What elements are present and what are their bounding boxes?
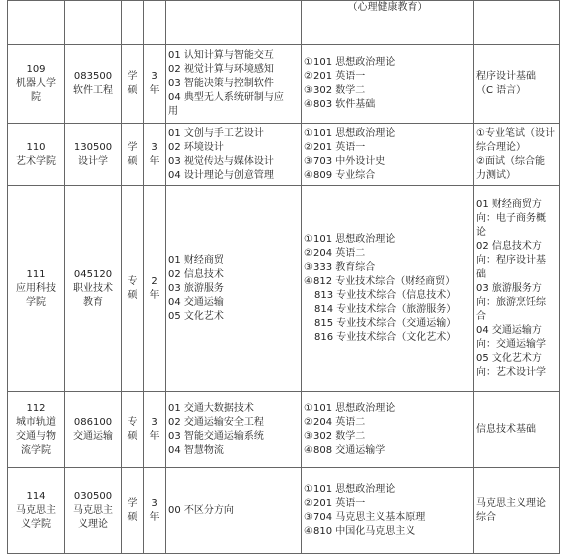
- cell-line: 软件工程: [73, 85, 113, 96]
- cell-line: ②204 英语二: [304, 416, 366, 428]
- cell-line: 3: [151, 416, 158, 428]
- cell-line: 职业技术: [73, 282, 113, 294]
- cell-line: 3: [151, 71, 158, 82]
- cell-line: 03 旅游服务: [168, 282, 224, 294]
- cell-line: 04 智慧物流: [168, 444, 224, 456]
- cell-line: ③703 中外设计史: [304, 155, 386, 167]
- cell-line: 马克思主义理论: [476, 497, 546, 509]
- cell-line: 114: [26, 490, 46, 502]
- major-code-cell: [65, 45, 122, 124]
- cell-line: 设计学: [78, 155, 108, 167]
- cell-line: 814 专业技术综合（旅游服务）: [314, 303, 457, 315]
- cell-line: 马克思主: [73, 504, 113, 516]
- college-cell: [8, 45, 65, 124]
- exam-subjects-cell: [302, 186, 474, 392]
- cell-line: 硕: [127, 155, 138, 167]
- cell-line: 机器人学: [16, 78, 56, 89]
- table-row: [8, 124, 560, 186]
- cell-line: 论: [476, 226, 486, 238]
- cell-line: 程序设计基础: [476, 71, 536, 82]
- cell-line: ④809 专业综合: [304, 169, 376, 181]
- degree-type-cell: [122, 45, 144, 124]
- study-years-cell: [144, 45, 166, 124]
- research-directions-cell: [166, 392, 302, 468]
- cell-line: ③333 教育综合: [304, 261, 376, 273]
- cell-line: 综合理论）: [476, 141, 526, 153]
- cell-line: 用: [168, 106, 178, 117]
- cell-line: 年: [149, 155, 160, 167]
- table-row: [8, 392, 560, 468]
- cell-line: ②201 英语一: [304, 71, 366, 82]
- exam-subjects-cell: [302, 45, 474, 124]
- cell-line: 年: [149, 289, 160, 301]
- cell-line: 01 财经商贸方: [476, 198, 542, 210]
- degree-type-cell: [122, 468, 144, 554]
- college-cell: [8, 186, 65, 392]
- degree-type-cell: [122, 186, 144, 392]
- cell-line: ④808 交通运输学: [304, 444, 386, 456]
- table-row: [8, 1, 560, 45]
- cell-line: 硕: [127, 85, 138, 96]
- cell-line: 045120: [73, 268, 113, 280]
- cell-line: ③302 数学二: [304, 430, 366, 442]
- cell-line: 02 环境设计: [168, 141, 224, 153]
- exam-subjects-cell: [302, 1, 474, 45]
- major-code-cell: [65, 124, 122, 186]
- college-cell: [8, 468, 65, 554]
- degree-type-cell: [122, 1, 144, 45]
- cell-line: 3: [151, 141, 158, 153]
- table-row: [8, 468, 560, 554]
- cell-line: （C 语言）: [476, 85, 527, 96]
- cell-line: 学: [127, 497, 138, 509]
- cell-line: 教育: [83, 296, 103, 308]
- research-directions-cell: [166, 468, 302, 554]
- cell-line: 110: [26, 141, 46, 153]
- cell-line: 086100: [73, 416, 113, 428]
- cell-line: 力测试）: [476, 169, 516, 181]
- study-years-cell: [144, 1, 166, 45]
- cell-line: ②面试（综合能: [476, 155, 545, 167]
- cell-line: 马克思主: [16, 504, 56, 516]
- research-directions-cell: [166, 124, 302, 186]
- cell-line: 130500: [73, 141, 113, 153]
- cell-line: 816 专业技术综合（文化艺术）: [314, 331, 457, 343]
- college-cell: [8, 124, 65, 186]
- cell-line: 01 认知计算与智能交互: [168, 50, 274, 61]
- major-code-cell: [65, 1, 122, 45]
- cell-line: 交通运输: [73, 430, 113, 442]
- cell-line: 05 文化艺术: [168, 310, 224, 322]
- cell-line: 109: [26, 64, 46, 75]
- degree-type-cell: [122, 124, 144, 186]
- retest-subjects-cell: [474, 45, 560, 124]
- cell-line: 交通与物: [16, 430, 56, 442]
- major-code-cell: [65, 468, 122, 554]
- cell-line: 02 信息技术: [168, 268, 224, 280]
- cell-line: 向：程序设计基: [476, 254, 546, 266]
- table-row: [8, 186, 560, 392]
- exam-subjects-cell: [302, 392, 474, 468]
- cell-line: 813 专业技术综合（信息技术）: [314, 289, 457, 301]
- cell-line: 院: [31, 92, 41, 103]
- exam-subjects-cell: [302, 124, 474, 186]
- cell-line: 04 交通运输方: [476, 324, 542, 336]
- cell-line: 03 旅游服务方: [476, 282, 542, 294]
- cell-line: 030500: [73, 490, 113, 502]
- retest-subjects-cell: [474, 186, 560, 392]
- exam-subjects-cell: [302, 468, 474, 554]
- cell-line: 03 智能交通运输系统: [168, 430, 264, 442]
- cell-line: 综合: [476, 511, 496, 523]
- cell-line: （心理健康教育）: [347, 2, 428, 13]
- cell-line: 111: [26, 268, 46, 280]
- cell-line: 专: [127, 416, 138, 428]
- cell-line: 学院: [26, 296, 46, 308]
- cell-line: 础: [476, 268, 486, 280]
- cell-line: ①101 思想政治理论: [304, 233, 396, 245]
- retest-subjects-cell: [474, 124, 560, 186]
- retest-subjects-cell: [474, 1, 560, 45]
- cell-line: 03 智能决策与控制软件: [168, 78, 274, 89]
- major-code-cell: [65, 392, 122, 468]
- cell-line: 04 交通运输: [168, 296, 224, 308]
- cell-line: 03 视觉传达与媒体设计: [168, 155, 274, 167]
- cell-line: ①专业笔试（设计: [476, 127, 555, 139]
- study-years-cell: [144, 124, 166, 186]
- cell-line: 04 设计理论与创意管理: [168, 169, 274, 181]
- cell-line: 学: [127, 141, 138, 153]
- cell-line: 02 视觉计算与环境感知: [168, 64, 274, 75]
- cell-line: 硕: [127, 430, 138, 442]
- study-years-cell: [144, 468, 166, 554]
- cell-line: ③704 马克思主义基本原理: [304, 511, 426, 523]
- cell-line: 义理论: [78, 518, 108, 530]
- research-directions-cell: [166, 1, 302, 45]
- cell-line: ④803 软件基础: [304, 99, 376, 110]
- cell-line: 815 专业技术综合（交通运输）: [314, 317, 457, 329]
- cell-line: ①101 思想政治理论: [304, 127, 396, 139]
- table-body: [8, 1, 560, 554]
- cell-line: 信息技术基础: [476, 423, 536, 435]
- cell-line: 专: [127, 275, 138, 287]
- cell-line: ④812 专业技术综合（财经商贸）: [304, 275, 456, 287]
- cell-line: 年: [149, 85, 160, 96]
- cell-line: ①101 思想政治理论: [304, 402, 396, 414]
- cell-line: 硕: [127, 289, 138, 301]
- cell-line: 01 文创与手工艺设计: [168, 127, 264, 139]
- cell-line: 083500: [73, 71, 113, 82]
- cell-line: 02 信息技术方: [476, 240, 542, 252]
- college-cell: [8, 1, 65, 45]
- college-cell: [8, 392, 65, 468]
- cell-line: 向：艺术设计学: [476, 366, 546, 378]
- cell-line: 艺术学院: [16, 155, 56, 167]
- cell-line: 02 交通运输安全工程: [168, 416, 264, 428]
- table-row: [8, 45, 560, 124]
- cell-line: 年: [149, 511, 160, 523]
- cell-line: 硕: [127, 511, 138, 523]
- cell-line: 01 交通大数据技术: [168, 402, 254, 414]
- cell-line: 112: [26, 402, 46, 414]
- cell-line: ③302 数学二: [304, 85, 366, 96]
- study-years-cell: [144, 186, 166, 392]
- retest-subjects-cell: [474, 392, 560, 468]
- cell-line: ②204 英语二: [304, 247, 366, 259]
- cell-line: 城市轨道: [16, 416, 56, 428]
- cell-line: 00 不区分方向: [168, 504, 234, 516]
- cell-line: 年: [149, 430, 160, 442]
- cell-line: 向：旅游烹饪综: [476, 296, 546, 308]
- cell-line: 向：交通运输学: [476, 338, 546, 350]
- retest-subjects-cell: [474, 468, 560, 554]
- major-code-cell: [65, 186, 122, 392]
- cell-line: 04 典型无人系统研制与应: [168, 92, 284, 103]
- cell-line: ①101 思想政治理论: [304, 57, 396, 68]
- cell-line: 05 文化艺术方: [476, 352, 542, 364]
- research-directions-cell: [166, 45, 302, 124]
- cell-line: 义学院: [21, 518, 51, 530]
- cell-line: 向：电子商务概: [476, 212, 546, 224]
- degree-type-cell: [122, 392, 144, 468]
- cell-line: 学: [127, 71, 138, 82]
- cell-line: 3: [151, 497, 158, 509]
- study-years-cell: [144, 392, 166, 468]
- cell-line: ①101 思想政治理论: [304, 483, 396, 495]
- cell-line: 合: [476, 310, 486, 322]
- admissions-table: [7, 0, 560, 554]
- cell-line: 应用科技: [16, 282, 56, 294]
- cell-line: 流学院: [21, 444, 51, 456]
- cell-line: ②201 英语一: [304, 141, 366, 153]
- cell-line: 2: [151, 275, 158, 287]
- cell-line: 01 财经商贸: [168, 254, 224, 266]
- cell-line: ④810 中国化马克思主义: [304, 525, 416, 537]
- cell-line: ②201 英语一: [304, 497, 366, 509]
- research-directions-cell: [166, 186, 302, 392]
